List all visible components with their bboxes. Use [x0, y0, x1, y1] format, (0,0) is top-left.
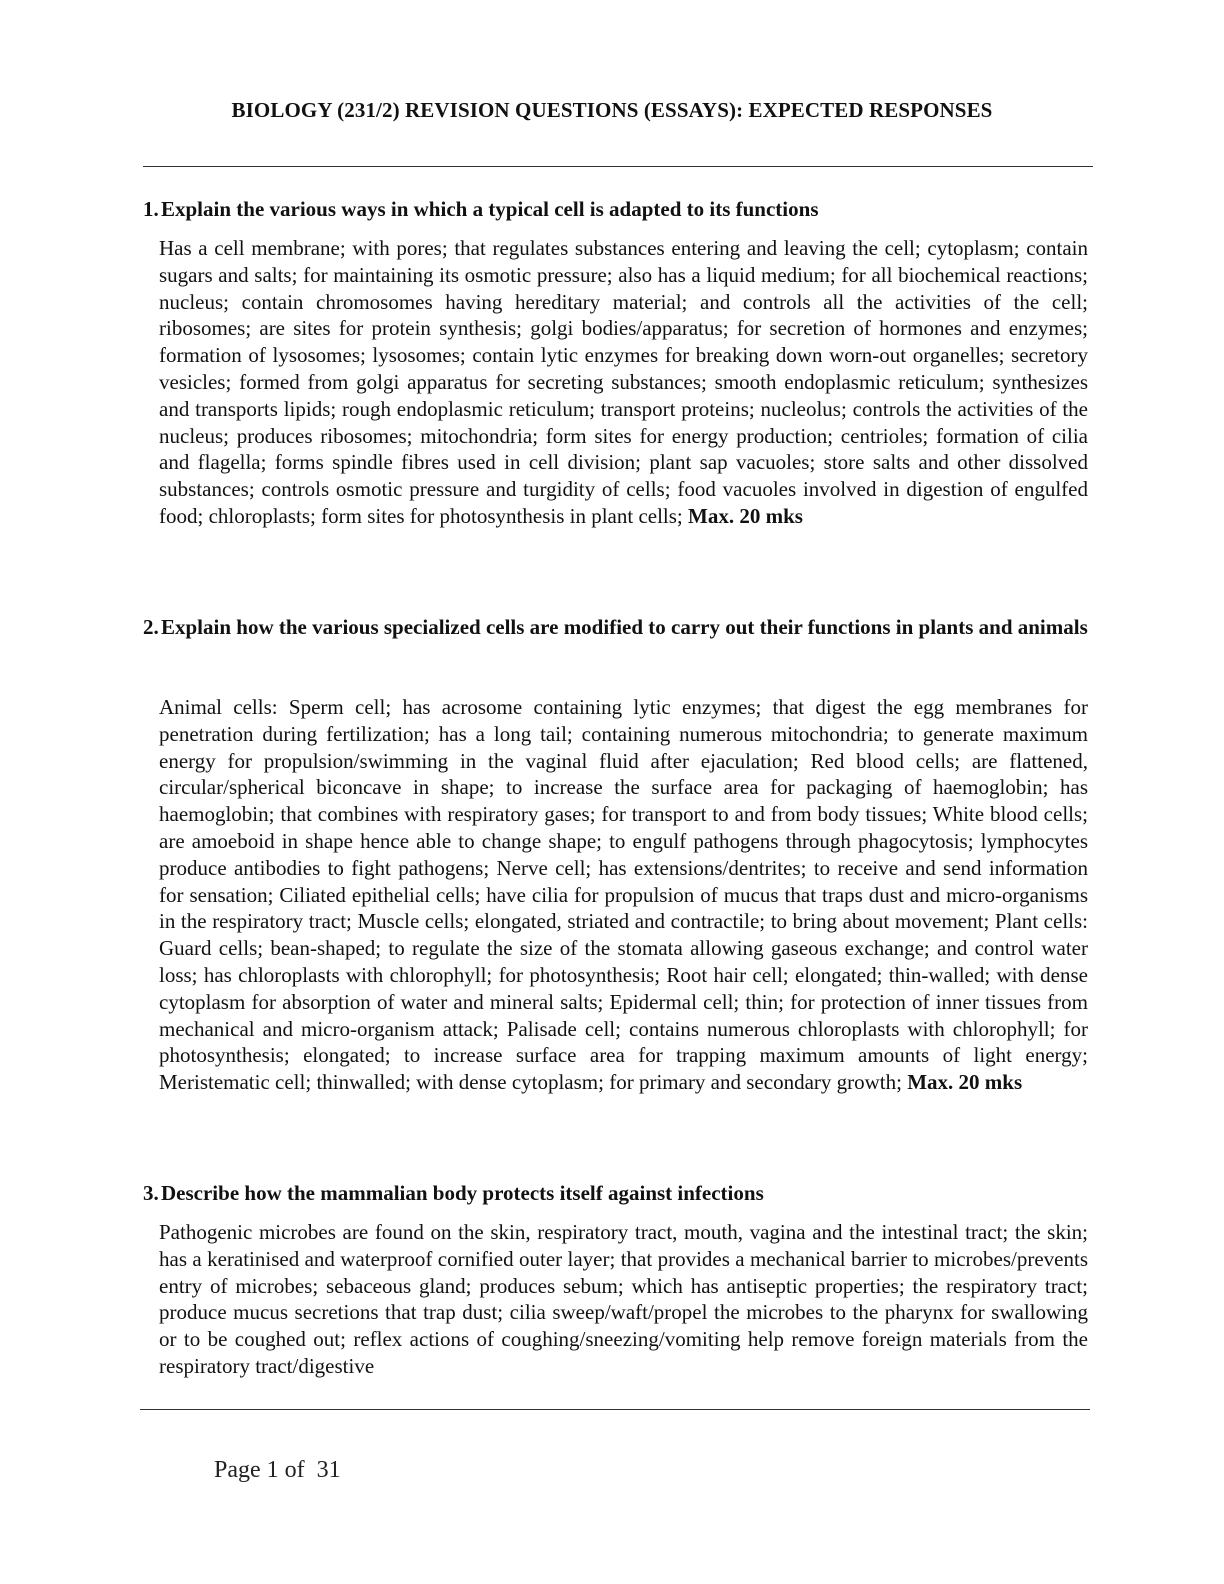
- question-2-text: Explain how the various specialized cells are modified to carry out their functions in plants and animals: [161, 615, 1088, 639]
- question-3-answer-text: Pathogenic microbes are found on the skin, respiratory tract, mouth, vagina and the intestinal tract; the skin; has a keratinised and waterproof cornified outer layer; that provides a mechanical barrier to microbes/prevents entry of microbes; sebaceous gland; produces sebum; which has antiseptic properties; the respiratory tract; produce mucus secretions that trap dust; cilia sweep/waft/propel the microbes to the pharynx for swallowing or to be coughed out; reflex actions of coughing/sneezing/vomiting help remove foreign materials from the respiratory tract/digestive: [159, 1220, 1088, 1378]
- question-2-answer-text: Animal cells: Sperm cell; has acrosome containing lytic enzymes; that digest the egg membranes for penetration during fertilization; has a long tail; containing numerous mitochondria; to generate maximum energy for propulsion/swimming in the vaginal fluid after ejaculation; Red blood cells; are flattened, circular/spherical biconcave in shape; to increase the surface area for packaging of haemoglobin; has haemoglobin; that combines with respiratory gases; for transport to and from body tissues; White blood cells; are amoeboid in shape hence able to change shape; to engulf pathogens through phagocytosis; lymphocytes produce antibodies to fight pathogens; Nerve cell; has extensions/dentrites; to receive and send information for sensation; Ciliated epithelial cells; have cilia for propulsion of mucus that traps dust and micro-organisms in the respiratory tract; Muscle cells; elongated, striated and contractile; to bring about movement; Plant cells: Guard cells; bean-shaped; to regulate the size of the stomata allowing gaseous exchange; and control water loss; has chloroplasts with chlorophyll; for photosynthesis; Root hair cell; elongated; thin-walled; with dense cytoplasm for absorption of water and mineral salts; Epidermal cell; thin; for protection of inner tissues from mechanical and micro-organism attack; Palisade cell; contains numerous chloroplasts with chlorophyll; for photosynthesis; elongated; to increase surface area for trapping maximum amounts of light energy; Meristematic cell; thinwalled; with dense cytoplasm; for primary and secondary growth;: [159, 695, 1088, 1095]
- header-divider: [143, 166, 1093, 167]
- question-3-heading: [143, 1180, 1088, 1208]
- question-2-max-marks: Max. 20 mks: [907, 1070, 1023, 1095]
- question-3-number: 3.: [143, 1181, 159, 1205]
- question-1-number: 1.: [143, 197, 159, 221]
- footer-divider: [140, 1409, 1090, 1410]
- question-1-answer: [159, 235, 1088, 530]
- question-2-number: 2.: [143, 615, 159, 639]
- question-3-answer: [159, 1219, 1088, 1380]
- question-3-text: Describe how the mammalian body protects itself against infections: [161, 1181, 764, 1205]
- question-1-heading: [143, 196, 1088, 224]
- question-1-max-marks: Max. 20 mks: [688, 503, 803, 528]
- question-1-answer-text: Has a cell membrane; with pores; that regulates substances entering and leaving the cell; cytoplasm; contain sugars and salts; for maintaining its osmotic pressure; also has a liquid medium; for all biochemical reactions; nucleus; contain chromosomes having hereditary material; and controls all the activities of the cell; ribosomes; are sites for protein synthesis; golgi bodies/apparatus; for secretion of hormones and enzymes; formation of lysosomes; lysosomes; contain lytic enzymes for breaking down worn-out organelles; secretory vesicles; formed from golgi apparatus for secreting substances; smooth endoplasmic reticulum; synthesizes and transports lipids; rough endoplasmic reticulum; transport proteins; nucleolus; controls the activities of the nucleus; produces ribosomes; mitochondria; form sites for energy production; centrioles; formation of cilia and flagella; forms spindle fibres used in cell division; plant sap vacuoles; store salts and other dissolved substances; controls osmotic pressure and turgidity of cells; food vacuoles involved in digestion of engulfed food; chloroplasts; form sites for photosynthesis in plant cells;: [159, 236, 1088, 528]
- page-title: BIOLOGY (231/2) REVISION QUESTIONS (ESSAYS): EXPECTED RESPONSES: [231, 98, 993, 122]
- page-number: Page 1 of 31: [214, 1457, 341, 1483]
- question-1-text: Explain the various ways in which a typical cell is adapted to its functions: [161, 197, 819, 221]
- question-2-heading: [143, 614, 1088, 642]
- question-2-answer: [159, 694, 1088, 1096]
